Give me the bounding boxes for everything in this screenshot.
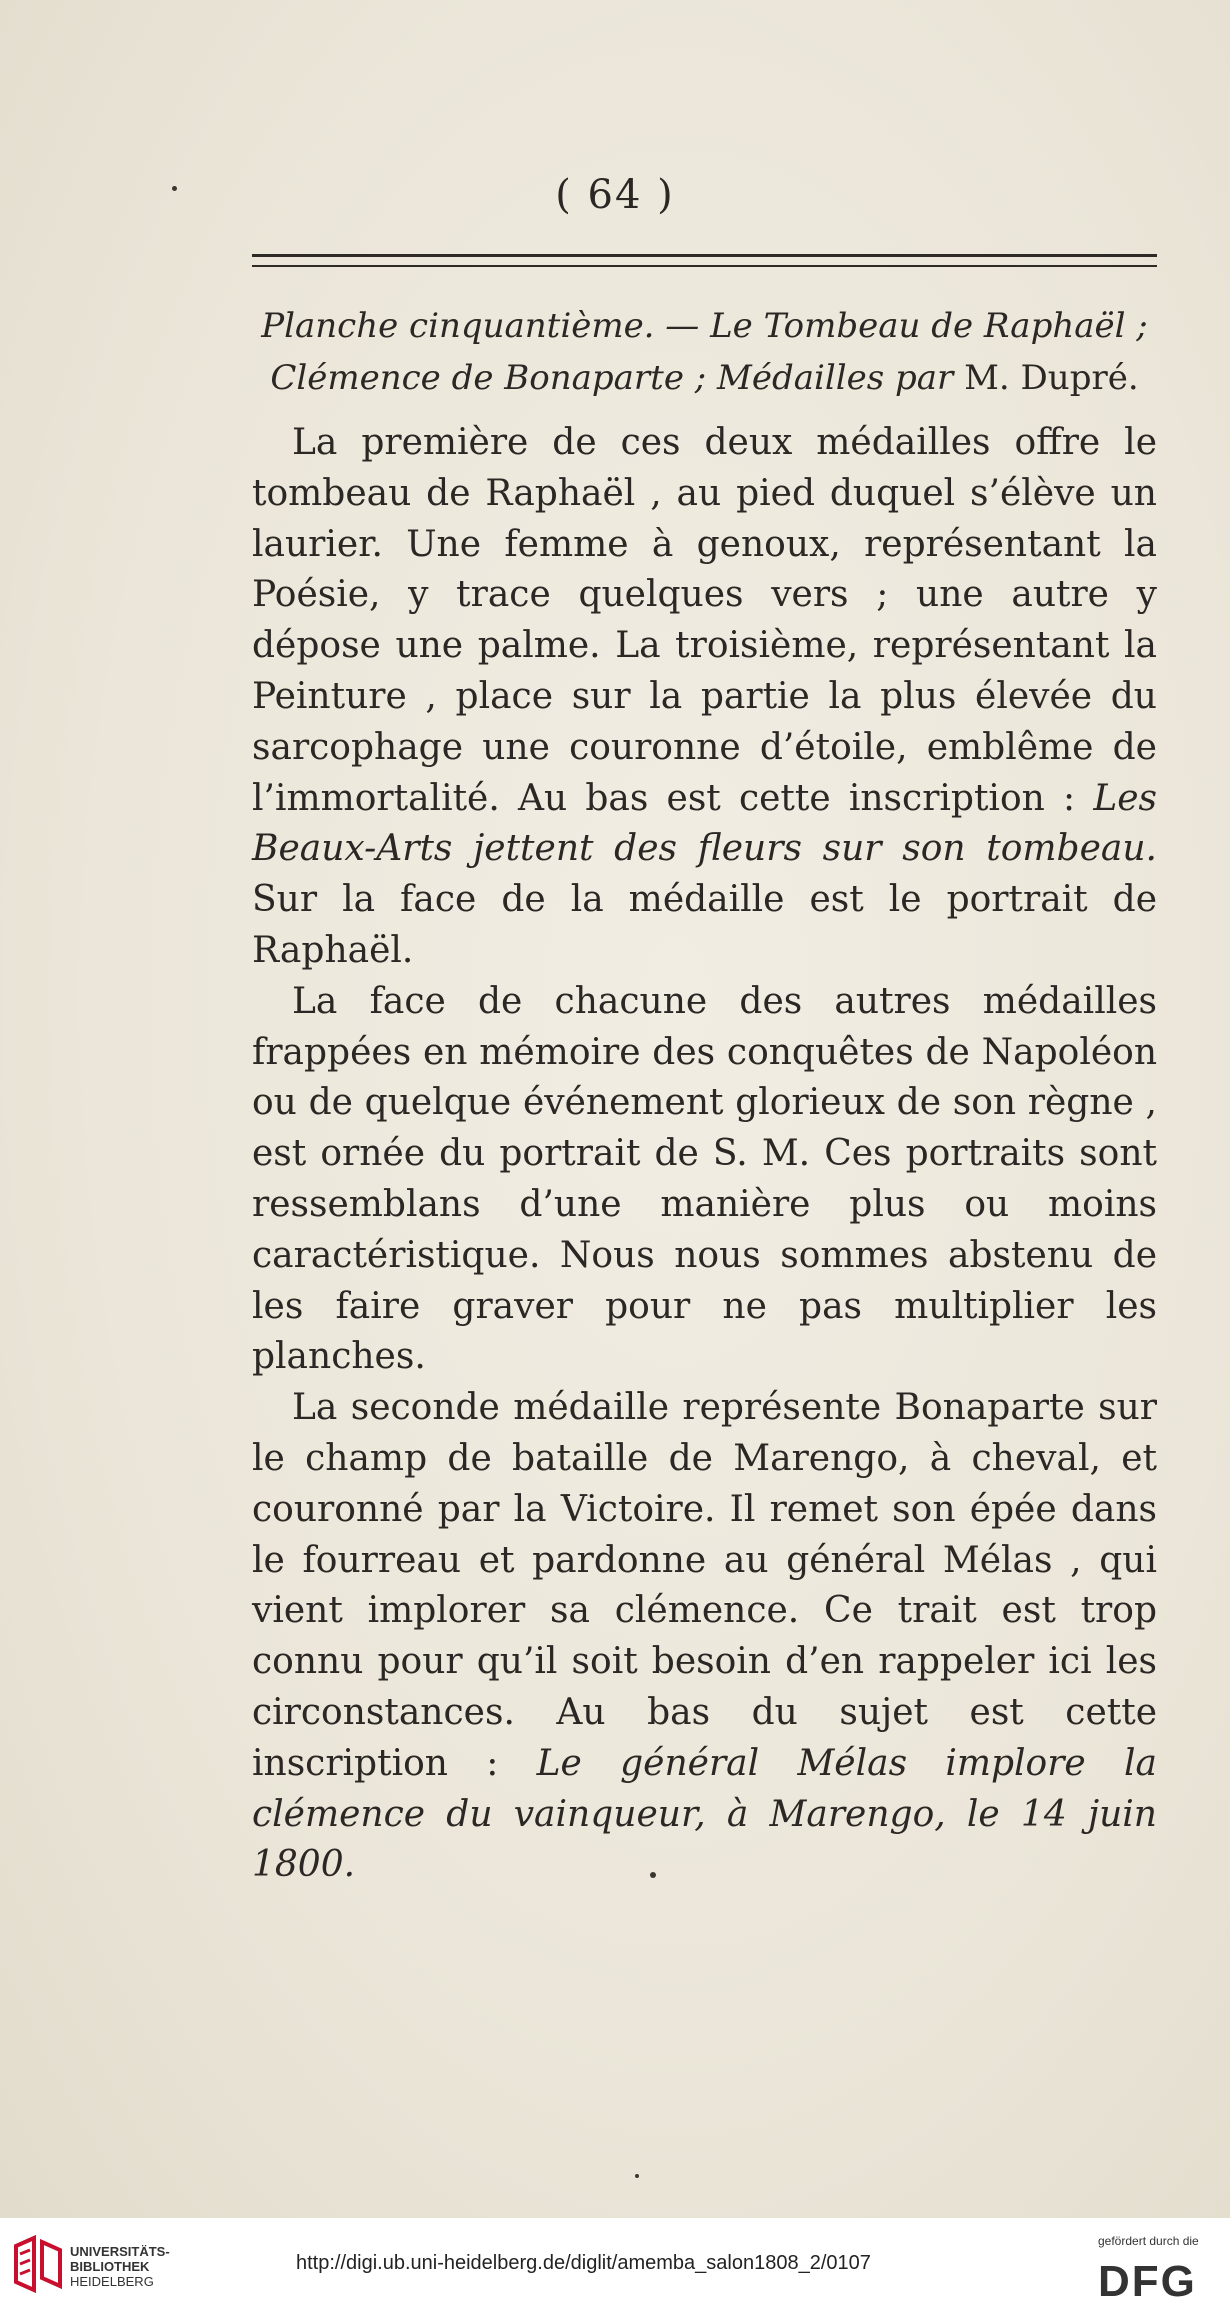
paragraph-3 (252, 1383, 1157, 1891)
body-text (252, 418, 1157, 1891)
university-library-name (70, 2244, 170, 2289)
paragraph-3-inscription: Le général Mélas implore la clémence du vainqueur, à Marengo, le 14 juin 1800. (252, 1742, 1157, 1886)
header-rule-thick (252, 254, 1157, 257)
plate-title-line-2 (252, 352, 1157, 404)
plate-title (252, 300, 1157, 404)
header-rule-thin (252, 265, 1157, 267)
library-name-line-2: BIBLIOTHEK (70, 2259, 150, 2274)
paragraph-2: La face de chacune des autres médailles frappées en mémoire des conquêtes de Napoléon ou de quelque événement glorieux de son règne , est ornée du portrait de S. M. Ces portraits sont ressemblans d’une manière plus ou moins caractéristique. Nous nous sommes abstenu de les faire graver pour ne pas multiplier les planches. (252, 980, 1157, 1378)
library-name-line-3: HEIDELBERG (70, 2274, 154, 2289)
dfg-logo (1098, 2258, 1214, 2302)
plate-title-line-1: Planche cinquantième. — Le Tombeau de Raphaël ; (261, 306, 1148, 346)
paragraph-1-text: La première de ces deux médailles offre le tombeau de Raphaël , au pied duquel s’élève un laurier. Une femme à genoux, représentant la Poésie, y trace quelques vers ; une autre y dépose une palme. La troisième, représentant la Peinture , place sur la partie la plus élevée du sarcophage une couronne d’étoile, emblême de l’immortalité. Au bas est cette inscription : (252, 422, 1157, 819)
plate-title-author: M. Dupré. (964, 358, 1139, 398)
print-speck (650, 1872, 656, 1878)
university-library-logo-icon (12, 2234, 64, 2294)
paragraph-1 (252, 418, 1157, 977)
page-number: ( 64 ) (555, 172, 675, 218)
plate-title-line-2-italic: Clémence de Bonaparte ; Médailles par (270, 358, 954, 398)
print-speck (635, 2174, 639, 2178)
library-name-line-1: UNIVERSITÄTS- (70, 2244, 170, 2259)
dfg-logo-text: DFG (1098, 2258, 1197, 2302)
paragraph-3-text: La seconde médaille représente Bonaparte sur le champ de bataille de Marengo, à cheval, et couronné par la Victoire. Il remet son épée dans le fourreau et pardonne au général Mélas , qui vient implorer sa clémence. Ce trait est trop connu pour qu’il soit besoin d’en rappeler ici les circonstances. Au bas du sujet est cette inscription : (252, 1387, 1157, 1784)
paragraph-1-inscription: Les Beaux-Arts jettent des fleurs sur son tombeau. (252, 777, 1157, 870)
viewer-footer (0, 2218, 1230, 2308)
funding-label: gefördert durch die (1098, 2234, 1199, 2248)
print-speck (172, 186, 177, 191)
permalink-url[interactable]: http://digi.ub.uni-heidelberg.de/diglit/amemba_salon1808_2/0107 (296, 2252, 871, 2274)
paragraph-1-text-end: Sur la face de la médaille est le portrait de Raphaël. (252, 879, 1157, 971)
